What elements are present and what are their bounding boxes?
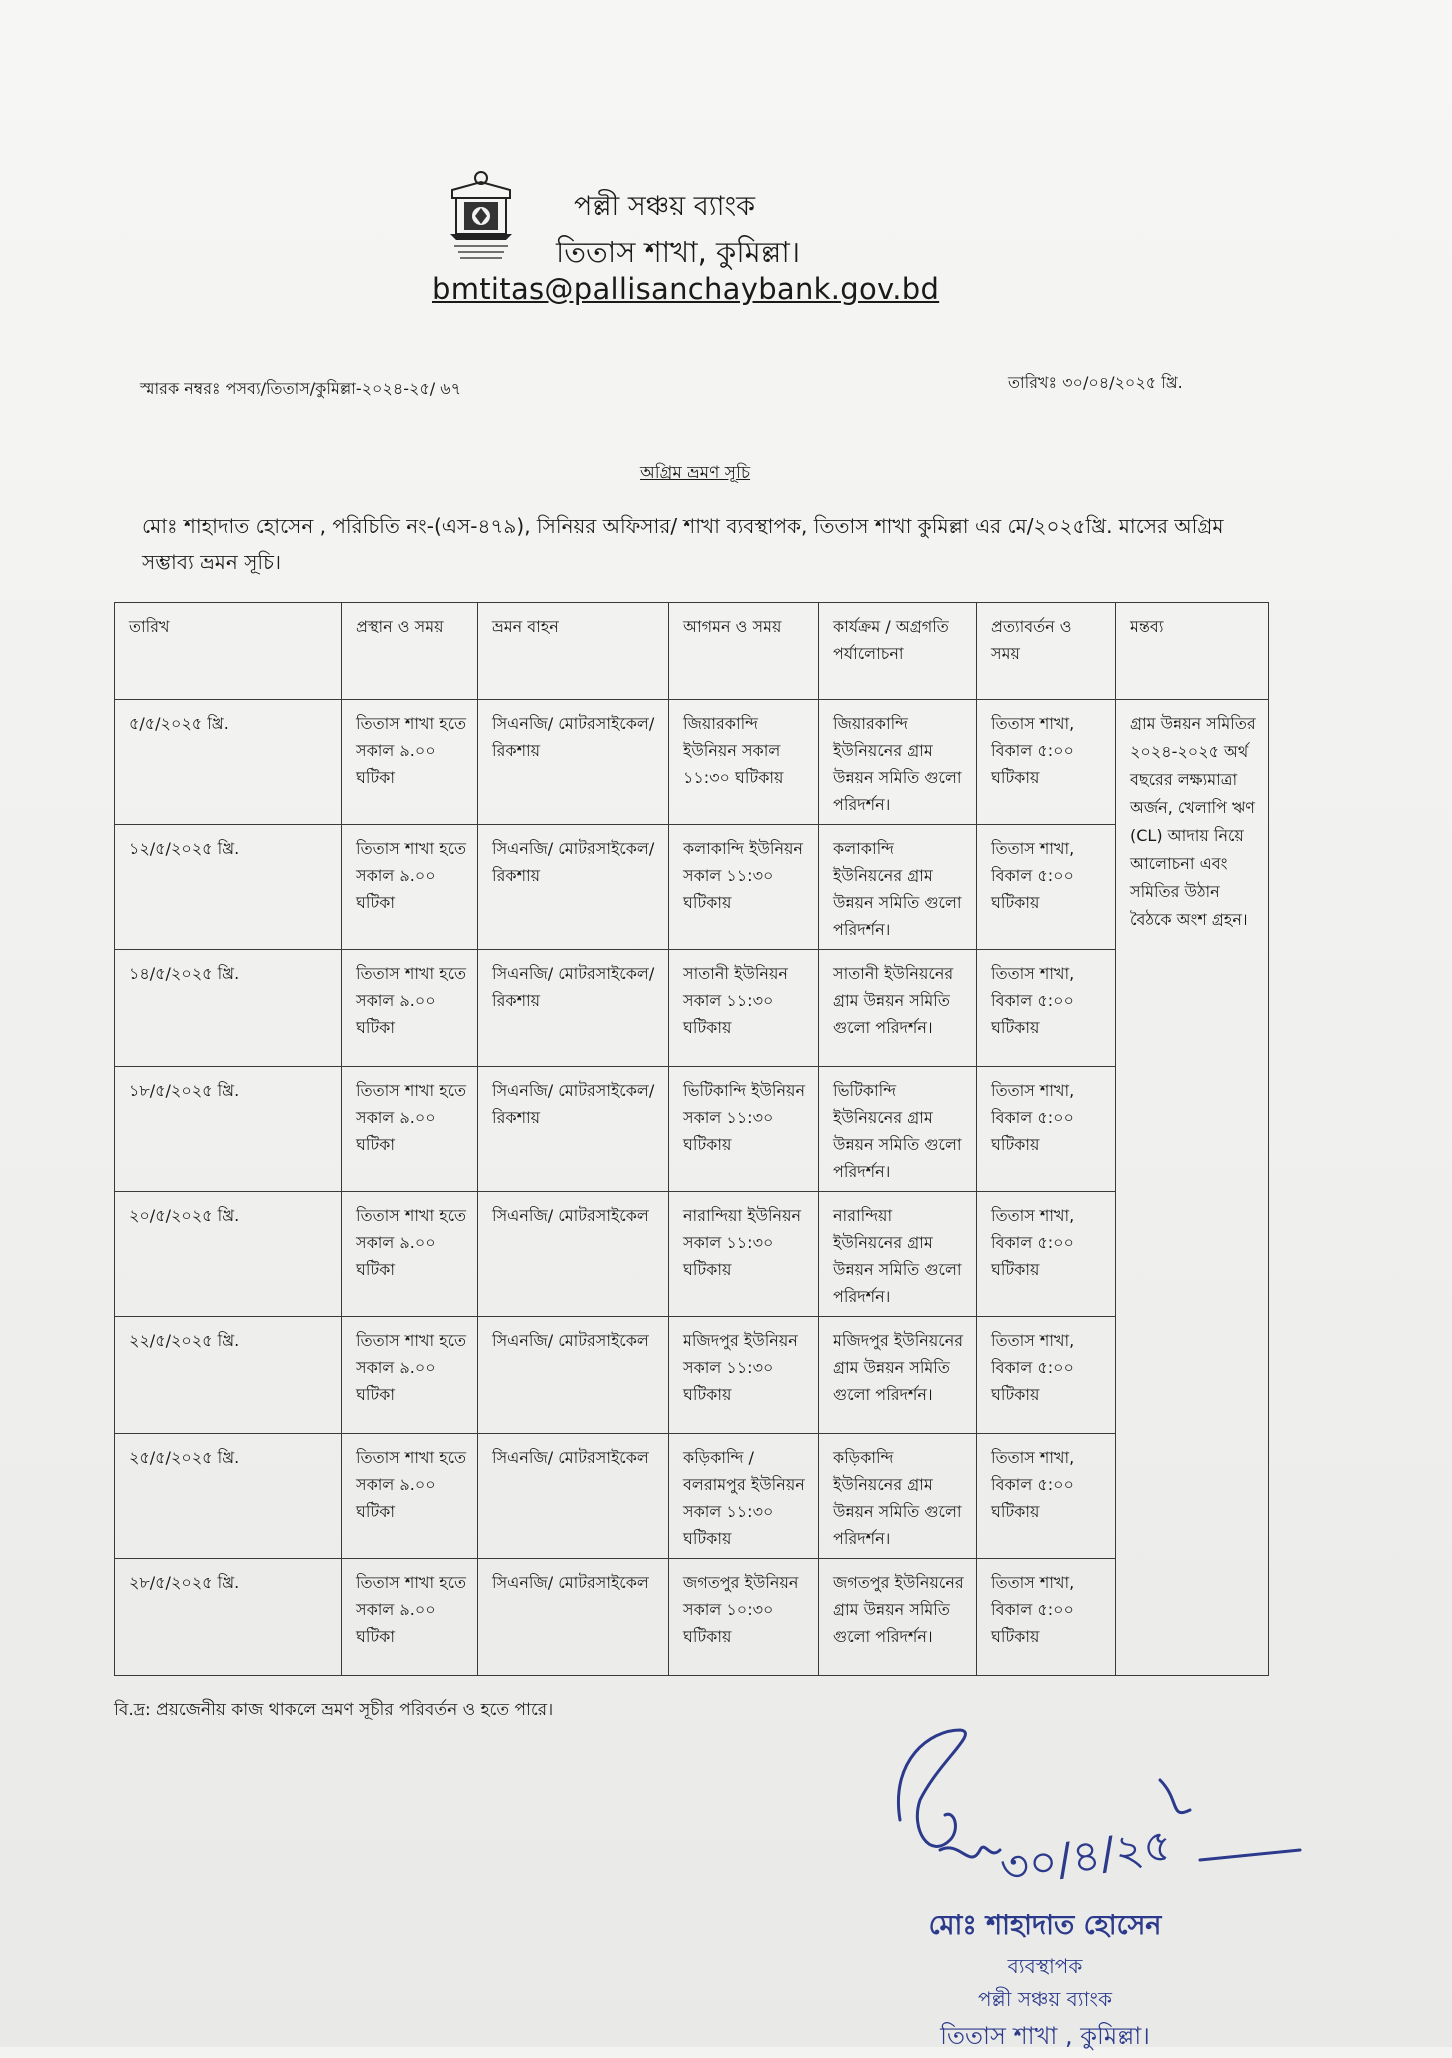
table-row <box>115 1192 1269 1317</box>
cell-arrival: কড়িকান্দি /বলরামপুর ইউনিয়ন সকাল ১১:৩০ ঘটিকায় <box>669 1434 819 1559</box>
cell-vehicle: সিএনজি/ মোটরসাইকেল <box>478 1317 669 1434</box>
cell-departure: তিতাস শাখা হতে সকাল ৯.০০ ঘটিকা <box>342 700 478 825</box>
bank-emblem-icon <box>444 168 518 268</box>
cell-return: তিতাস শাখা, বিকাল ৫:০০ ঘটিকায় <box>977 825 1116 950</box>
stamp-name: মোঃ শাহাদাত হোসেন <box>928 1910 1162 1941</box>
table-row <box>115 1067 1269 1192</box>
cell-vehicle: সিএনজি/ মোটরসাইকেল/ রিকশায় <box>478 950 669 1067</box>
cell-vehicle: সিএনজি/ মোটরসাইকেল <box>478 1559 669 1676</box>
header-return: প্রত্যাবর্তন ও সময় <box>977 603 1116 700</box>
cell-arrival: কলাকান্দি ইউনিয়ন সকাল ১১:৩০ ঘটিকায় <box>669 825 819 950</box>
cell-activity: কলাকান্দি ইউনিয়নের গ্রাম উন্নয়ন সমিতি গুলো পরিদর্শন। <box>819 825 977 950</box>
cell-departure: তিতাস শাখা হতে সকাল ৯.০০ ঘটিকা <box>342 1559 478 1676</box>
signature-date: ৩০/৪/২৫ <box>997 1819 1176 1895</box>
cell-date: ১৮/৫/২০২৫ খ্রি. <box>115 1067 342 1192</box>
cell-departure: তিতাস শাখা হতে সকাল ৯.০০ ঘটিকা <box>342 1192 478 1317</box>
stamp-branch: তিতাস শাখা , কুমিল্লা। <box>940 2022 1150 2050</box>
cell-departure: তিতাস শাখা হতে সকাল ৯.০০ ঘটিকা <box>342 825 478 950</box>
document-subject: অগ্রিম ভ্রমণ সূচি <box>640 463 751 483</box>
cell-arrival: মজিদপুর ইউনিয়ন সকাল ১১:৩০ ঘটিকায় <box>669 1317 819 1434</box>
stamp-title: ব্যবস্থাপক <box>1007 1954 1083 1978</box>
cell-date: ২৫/৫/২০২৫ খ্রি. <box>115 1434 342 1559</box>
table-row <box>115 1559 1269 1676</box>
cell-activity: কড়িকান্দি ইউনিয়নের গ্রাম উন্নয়ন সমিতি গুলো পরিদর্শন। <box>819 1434 977 1559</box>
cell-departure: তিতাস শাখা হতে সকাল ৯.০০ ঘটিকা <box>342 1317 478 1434</box>
cell-date: ২০/৫/২০২৫ খ্রি. <box>115 1192 342 1317</box>
header-vehicle: ভ্রমন বাহন <box>478 603 669 700</box>
email-address: bmtitas@pallisanchaybank.gov.bd <box>432 272 940 306</box>
cell-return: তিতাস শাখা, বিকাল ৫:০০ ঘটিকায় <box>977 1434 1116 1559</box>
cell-departure: তিতাস শাখা হতে সকাল ৯.০০ ঘটিকা <box>342 1434 478 1559</box>
stamp-bank: পল্লী সঞ্চয় ব্যাংক <box>977 1987 1113 2011</box>
cell-activity: মজিদপুর ইউনিয়নের গ্রাম উন্নয়ন সমিতি গুলো পরিদর্শন। <box>819 1317 977 1434</box>
header-remarks: মন্তব্য <box>1116 603 1269 700</box>
branch-name: তিতাস শাখা, কুমিল্লা। <box>556 235 801 269</box>
header-departure: প্রস্থান ও সময় <box>342 603 478 700</box>
cell-date: ৫/৫/২০২৫ খ্রি. <box>115 700 342 825</box>
cell-vehicle: সিএনজি/ মোটরসাইকেল <box>478 1192 669 1317</box>
table-row <box>115 950 1269 1067</box>
cell-vehicle: সিএনজি/ মোটরসাইকেল <box>478 1434 669 1559</box>
header-activity: কার্যক্রম / অগ্রগতি পর্যালোচনা <box>819 603 977 700</box>
cell-vehicle: সিএনজি/ মোটরসাইকেল/ রিকশায় <box>478 825 669 950</box>
table-row <box>115 1434 1269 1559</box>
cell-activity: ভিটিকান্দি ইউনিয়নের গ্রাম উন্নয়ন সমিতি গুলো পরিদর্শন। <box>819 1067 977 1192</box>
table-row <box>115 700 1269 825</box>
cell-return: তিতাস শাখা, বিকাল ৫:০০ ঘটিকায় <box>977 1067 1116 1192</box>
bank-name: পল্লী সঞ্চয় ব্যাংক <box>574 191 755 222</box>
cell-activity: জিয়ারকান্দি ইউনিয়নের গ্রাম উন্নয়ন সমিতি গুলো পরিদর্শন। <box>819 700 977 825</box>
footnote: বি.দ্র: প্রয়জেনীয় কাজ থাকলে ভ্রমণ সূচীর পরিবর্তন ও হতে পারে। <box>114 1700 554 1720</box>
travel-schedule-table <box>114 602 1269 1676</box>
cell-arrival: নারান্দিয়া ইউনিয়ন সকাল ১১:৩০ ঘটিকায় <box>669 1192 819 1317</box>
signature-scribble-icon <box>860 1700 1320 1930</box>
cell-date: ১৪/৫/২০২৫ খ্রি. <box>115 950 342 1067</box>
cell-return: তিতাস শাখা, বিকাল ৫:০০ ঘটিকায় <box>977 1317 1116 1434</box>
table-row <box>115 825 1269 950</box>
cell-date: ১২/৫/২০২৫ খ্রি. <box>115 825 342 950</box>
cell-vehicle: সিএনজি/ মোটরসাইকেল/ রিকশায় <box>478 700 669 825</box>
header-arrival: আগমন ও সময় <box>669 603 819 700</box>
cell-arrival: জগতপুর ইউনিয়ন সকাল ১০:৩০ ঘটিকায় <box>669 1559 819 1676</box>
header-date: তারিখ <box>115 603 342 700</box>
cell-activity: জগতপুর ইউনিয়নের গ্রাম উন্নয়ন সমিতি গুলো পরিদর্শন। <box>819 1559 977 1676</box>
cell-return: তিতাস শাখা, বিকাল ৫:০০ ঘটিকায় <box>977 1559 1116 1676</box>
intro-paragraph: মোঃ শাহাদাত হোসেন , পরিচিতি নং-(এস-৪৭৯), সিনিয়র অফিসার/ শাখা ব্যবস্থাপক, তিতাস শাখা কুমিল্লা এর মে/২০২৫খ্রি. মাসের অগ্রিম সম্ভাব্য ভ্রমন সূচি। <box>142 514 1224 574</box>
cell-vehicle: সিএনজি/ মোটরসাইকেল/ রিকশায় <box>478 1067 669 1192</box>
cell-arrival: জিয়ারকান্দি ইউনিয়ন সকাল ১১:৩০ ঘটিকায় <box>669 700 819 825</box>
cell-arrival: সাতানী ইউনিয়ন সকাল ১১:৩০ ঘটিকায় <box>669 950 819 1067</box>
cell-return: তিতাস শাখা, বিকাল ৫:০০ ঘটিকায় <box>977 700 1116 825</box>
memo-number: স্মারক নম্বরঃ পসব্য/তিতাস/কুমিল্লা-২০২৪-২৫/ ৬৭ <box>140 379 462 398</box>
cell-arrival: ভিটিকান্দি ইউনিয়ন সকাল ১১:৩০ ঘটিকায় <box>669 1067 819 1192</box>
cell-activity: নারান্দিয়া ইউনিয়নের গ্রাম উন্নয়ন সমিতি গুলো পরিদর্শন। <box>819 1192 977 1317</box>
cell-remarks: গ্রাম উন্নয়ন সমিতির ২০২৪-২০২৫ অর্থ বছরের লক্ষ্যমাত্রা অর্জন, খেলাপি ঋণ (CL) আদায় নিয়ে আলোচনা এবং সমিতির উঠান বৈঠকে অংশ গ্রহন। <box>1116 700 1269 1676</box>
document-date: তারিখঃ ৩০/০৪/২০২৫ খ্রি. <box>1008 373 1183 392</box>
cell-activity: সাতানী ইউনিয়নের গ্রাম উন্নয়ন সমিতি গুলো পরিদর্শন। <box>819 950 977 1067</box>
cell-return: তিতাস শাখা, বিকাল ৫:০০ ঘটিকায় <box>977 1192 1116 1317</box>
cell-return: তিতাস শাখা, বিকাল ৫:০০ ঘটিকায় <box>977 950 1116 1067</box>
table-row <box>115 1317 1269 1434</box>
official-stamp <box>880 1905 1210 2058</box>
cell-departure: তিতাস শাখা হতে সকাল ৯.০০ ঘটিকা <box>342 950 478 1067</box>
cell-date: ২৮/৫/২০২৫ খ্রি. <box>115 1559 342 1676</box>
cell-date: ২২/৫/২০২৫ খ্রি. <box>115 1317 342 1434</box>
cell-departure: তিতাস শাখা হতে সকাল ৯.০০ ঘটিকা <box>342 1067 478 1192</box>
table-header-row <box>115 603 1269 700</box>
